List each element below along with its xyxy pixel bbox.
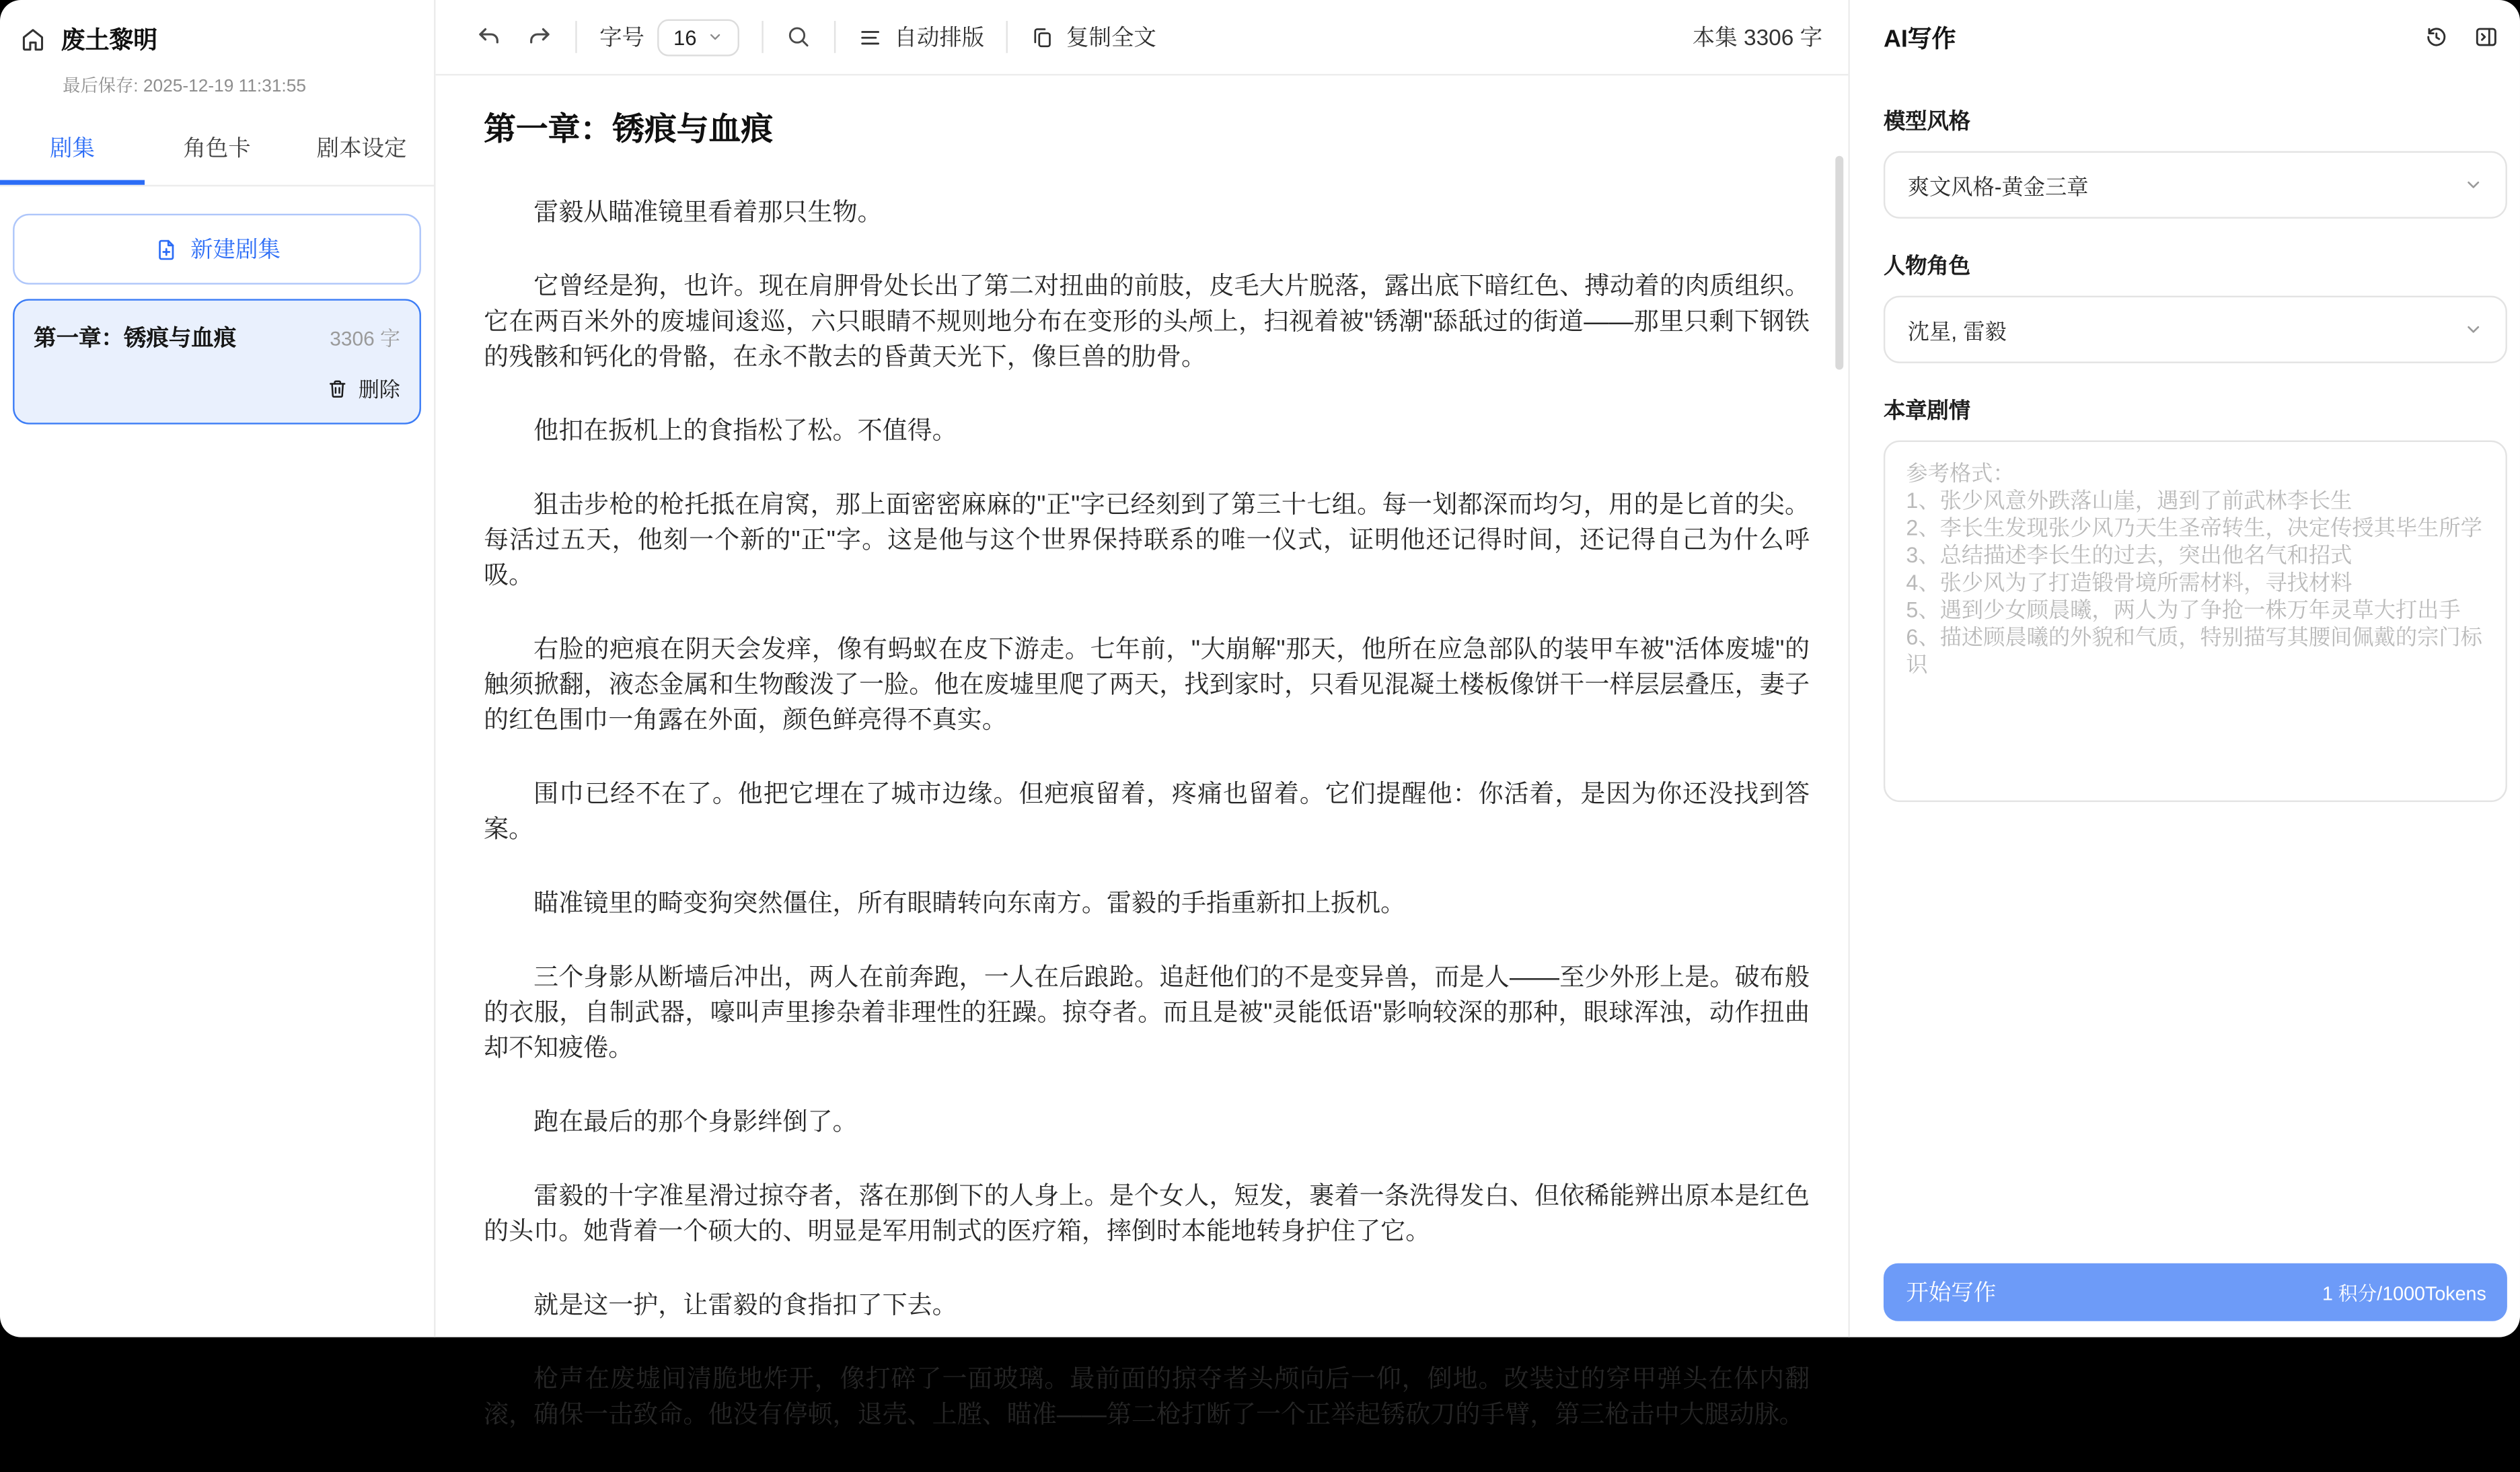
model-style-select[interactable] <box>1884 151 2507 219</box>
characters-value: 沈星, 雷毅 <box>1907 320 2007 344</box>
auto-format-button[interactable] <box>859 21 984 53</box>
toolbar-divider <box>763 21 764 53</box>
characters-select[interactable] <box>1884 296 2507 363</box>
model-style-value: 爽文风格-黄金三章 <box>1907 175 2089 200</box>
collapse-panel-icon[interactable] <box>2474 24 2499 50</box>
font-size-value: 16 <box>673 25 697 49</box>
chevron-down-icon <box>2463 320 2483 339</box>
paragraph: 瞄准镜里的畸变狗突然僵住，所有眼睛转向东南方。雷毅的手指重新扣上扳机。 <box>533 890 1406 918</box>
last-saved-text: 最后保存: 2025-12-19 11:31:55 <box>63 77 306 97</box>
chevron-down-icon <box>2463 175 2483 194</box>
paragraph: 雷毅的十字准星滑过掠夺者，落在那倒下的人身上。是个女人，短发，裹着一条洗得发白、但依稀能辨出原本是红色的头巾。她背着一个硕大的、明显是军用制式的医疗箱，摔倒时本能地转身护住了它。 <box>484 1183 1810 1246</box>
paragraph: 它曾经是狗，也许。现在肩胛骨处长出了第二对扭曲的前肢，皮毛大片脱落，露出底下暗红色、搏动着的肉质组织。它在两百米外的废墟间逡巡，六只眼睛不规则地分布在变形的头颅上，扫视着被"锈潮"舔舐过的街道——那里只剩下钢铁的残骸和钙化的骨骼，在永不散去的昏黄天光下，像巨兽的肋骨。 <box>484 273 1810 371</box>
redo-button[interactable] <box>525 24 553 51</box>
undo-button[interactable] <box>476 24 503 51</box>
new-document-icon <box>153 237 178 261</box>
chapter-body <box>484 196 1810 1434</box>
ai-panel-body <box>1850 74 2520 1337</box>
editor-toolbar <box>435 0 1848 75</box>
font-size-label: 字号 <box>599 24 645 50</box>
editor-content[interactable] <box>435 75 1848 1472</box>
paragraph: 他扣在扳机上的食指松了松。不值得。 <box>533 418 957 445</box>
sidebar-tab[interactable]: 角色卡 <box>183 135 251 161</box>
copy-icon <box>1031 25 1055 49</box>
chevron-down-icon <box>708 29 724 45</box>
toolbar-divider <box>575 21 577 53</box>
sidebar-header <box>0 0 434 98</box>
search-icon[interactable] <box>786 24 812 50</box>
episode-word-count: 3306 字 <box>330 328 400 351</box>
align-lines-icon <box>859 25 883 49</box>
chapter-title: 第一章：锈痕与血痕 <box>484 112 774 148</box>
paragraph: 围巾已经不在了。他把它埋在了城市边缘。但疤痕留着，疼痛也留着。它们提醒他：你活着，是因为你还没找到答案。 <box>484 781 1810 844</box>
paragraph: 右脸的疤痕在阴天会发痒，像有蚂蚁在皮下游走。七年前，"大崩解"那天，他所在应急部队的装甲车被"活体废墟"的触须掀翻，液态金属和生物酸泼了一脸。他在废墟里爬了两天，找到家时，只看见混凝土楼板像饼干一样层层叠压，妻子的红色围巾一角露在外面，颜色鲜亮得不真实。 <box>484 636 1810 735</box>
sidebar-tab[interactable]: 剧集 <box>0 119 145 185</box>
sidebar-tab[interactable]: 剧本设定 <box>316 135 407 161</box>
delete-episode-button[interactable] <box>34 373 400 403</box>
toolbar-divider <box>835 21 836 53</box>
home-icon[interactable] <box>20 26 47 53</box>
sidebar <box>0 0 435 1337</box>
paragraph: 狙击步枪的枪托抵在肩窝，那上面密密麻麻的"正"字已经刻到了第三十七组。每一划都深而均匀，用的是匕首的尖。每活过五天，他刻一个新的"正"字。这是他与这个世界保持联系的唯一仪式，证明他还记得时间，还记得自己为什么呼吸。 <box>484 492 1810 590</box>
auto-format-label: 自动排版 <box>894 24 985 50</box>
ai-writing-panel <box>1848 0 2520 1337</box>
price-per-tokens-label: 1 积分/1000Tokens <box>2322 1282 2486 1304</box>
episode-word-count-indicator: 本集 3306 字 <box>1692 24 1823 50</box>
episode-title: 第一章：锈痕与血痕 <box>34 324 237 351</box>
copy-all-label: 复制全文 <box>1066 24 1156 50</box>
project-title: 废土黎明 <box>61 27 158 55</box>
ai-panel-header <box>1850 0 2520 74</box>
paragraph: 三个身影从断墙后冲出，两人在前奔跑，一人在后踉跄。追赶他们的不是变异兽，而是人——至少外形上是。破布般的衣服，自制武器，嚎叫声里掺杂着非理性的狂躁。掠夺者。而且是被"灵能低语"影响较深的那种，眼球浑浊，动作扭曲却不知疲倦。 <box>484 964 1810 1063</box>
episode-card[interactable] <box>13 299 421 424</box>
new-episode-label: 新建剧集 <box>190 236 281 262</box>
paragraph: 就是这一护，让雷毅的食指扣了下去。 <box>533 1292 957 1320</box>
editor-scrollbar[interactable] <box>1835 156 1843 370</box>
paragraph: 跑在最后的那个身影绊倒了。 <box>533 1109 858 1137</box>
paragraph: 雷毅从瞄准镜里看着那只生物。 <box>533 199 883 227</box>
start-writing-label: 开始写作 <box>1906 1279 1997 1305</box>
trash-icon <box>326 377 348 399</box>
plot-label: 本章剧情 <box>1883 398 1970 423</box>
sidebar-tabs <box>0 119 434 186</box>
model-style-label: 模型风格 <box>1883 109 1970 134</box>
new-episode-button[interactable] <box>13 214 421 285</box>
history-icon[interactable] <box>2424 24 2449 50</box>
episode-list <box>0 186 434 425</box>
editor-pane <box>435 0 1848 1429</box>
font-size-select[interactable] <box>657 18 740 55</box>
start-writing-button[interactable] <box>1884 1263 2507 1321</box>
delete-label: 删除 <box>358 377 400 402</box>
plot-textarea[interactable] <box>1884 441 2507 803</box>
copy-all-button[interactable] <box>1031 21 1156 53</box>
characters-label: 人物角色 <box>1883 254 1970 279</box>
toolbar-divider <box>1007 21 1008 53</box>
paragraph: 枪声在废墟间清脆地炸开，像打碎了一面玻璃。最前面的掠夺者头颅向后一仰，倒地。改装过的穿甲弹头在体内翻滚，确保一击致命。他没有停顿，退壳、上膛、瞄准——第二枪打断了一个正举起锈砍刀的手臂，第三枪击中大腿动脉。 <box>484 1366 1810 1429</box>
ai-panel-title: AI写作 <box>1883 25 1956 52</box>
